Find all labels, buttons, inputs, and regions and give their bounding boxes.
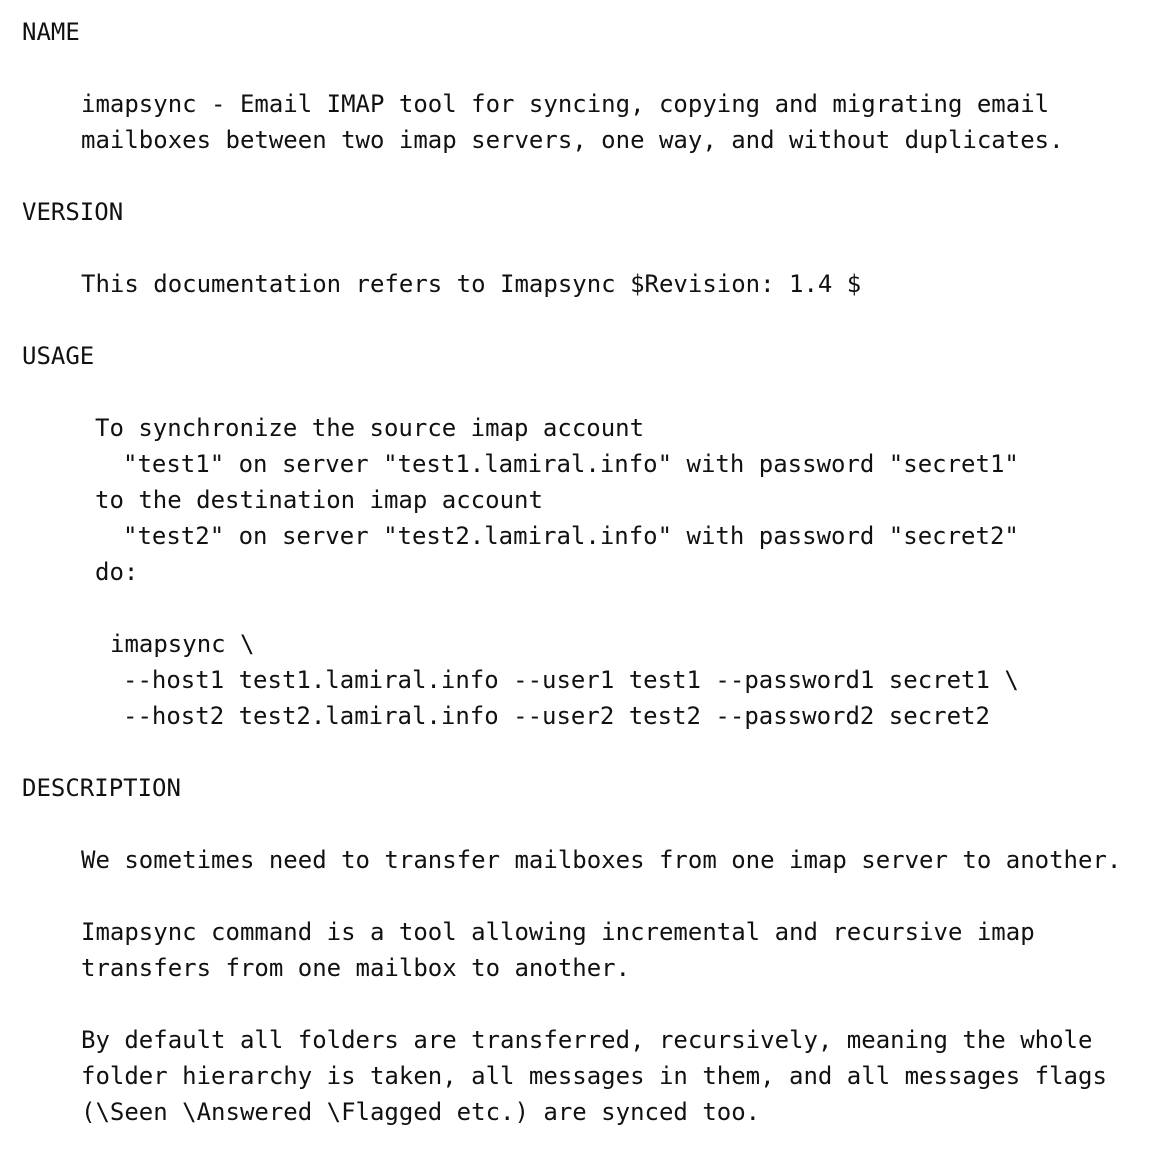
- version-line: This documentation refers to Imapsync $Revision: 1.4 $: [81, 270, 862, 298]
- name-line: imapsync - Email IMAP tool for syncing, copying and migrating email: [81, 90, 1050, 118]
- usage-command-line: imapsync \: [110, 630, 255, 658]
- section-heading-version: VERSION: [22, 198, 124, 226]
- usage-line: "test2" on server "test2.lamiral.info" with password "secret2": [123, 522, 1019, 550]
- section-heading-description: DESCRIPTION: [22, 774, 181, 802]
- usage-command-line: --host2 test2.lamiral.info --user2 test2 --password2 secret2: [123, 702, 990, 730]
- description-line: By default all folders are transferred, recursively, meaning the whole: [81, 1026, 1093, 1054]
- usage-line: "test1" on server "test1.lamiral.info" with password "secret1": [123, 450, 1019, 478]
- usage-command-line: --host1 test1.lamiral.info --user1 test1 --password1 secret1 \: [123, 666, 1019, 694]
- section-heading-usage: USAGE: [22, 342, 95, 370]
- description-line: transfers from one mailbox to another.: [81, 954, 631, 982]
- description-line: We sometimes need to transfer mailboxes from one imap server to another.: [81, 846, 1122, 874]
- description-line: folder hierarchy is taken, all messages in them, and all messages flags: [81, 1062, 1107, 1090]
- name-line: mailboxes between two imap servers, one way, and without duplicates.: [81, 126, 1064, 154]
- description-line: Imapsync command is a tool allowing incremental and recursive imap: [81, 918, 1035, 946]
- section-heading-name: NAME: [22, 18, 80, 46]
- description-line: (\Seen \Answered \Flagged etc.) are synced too.: [81, 1098, 761, 1126]
- usage-line: To synchronize the source imap account: [95, 414, 645, 442]
- usage-line: do:: [95, 558, 139, 586]
- usage-line: to the destination imap account: [95, 486, 543, 514]
